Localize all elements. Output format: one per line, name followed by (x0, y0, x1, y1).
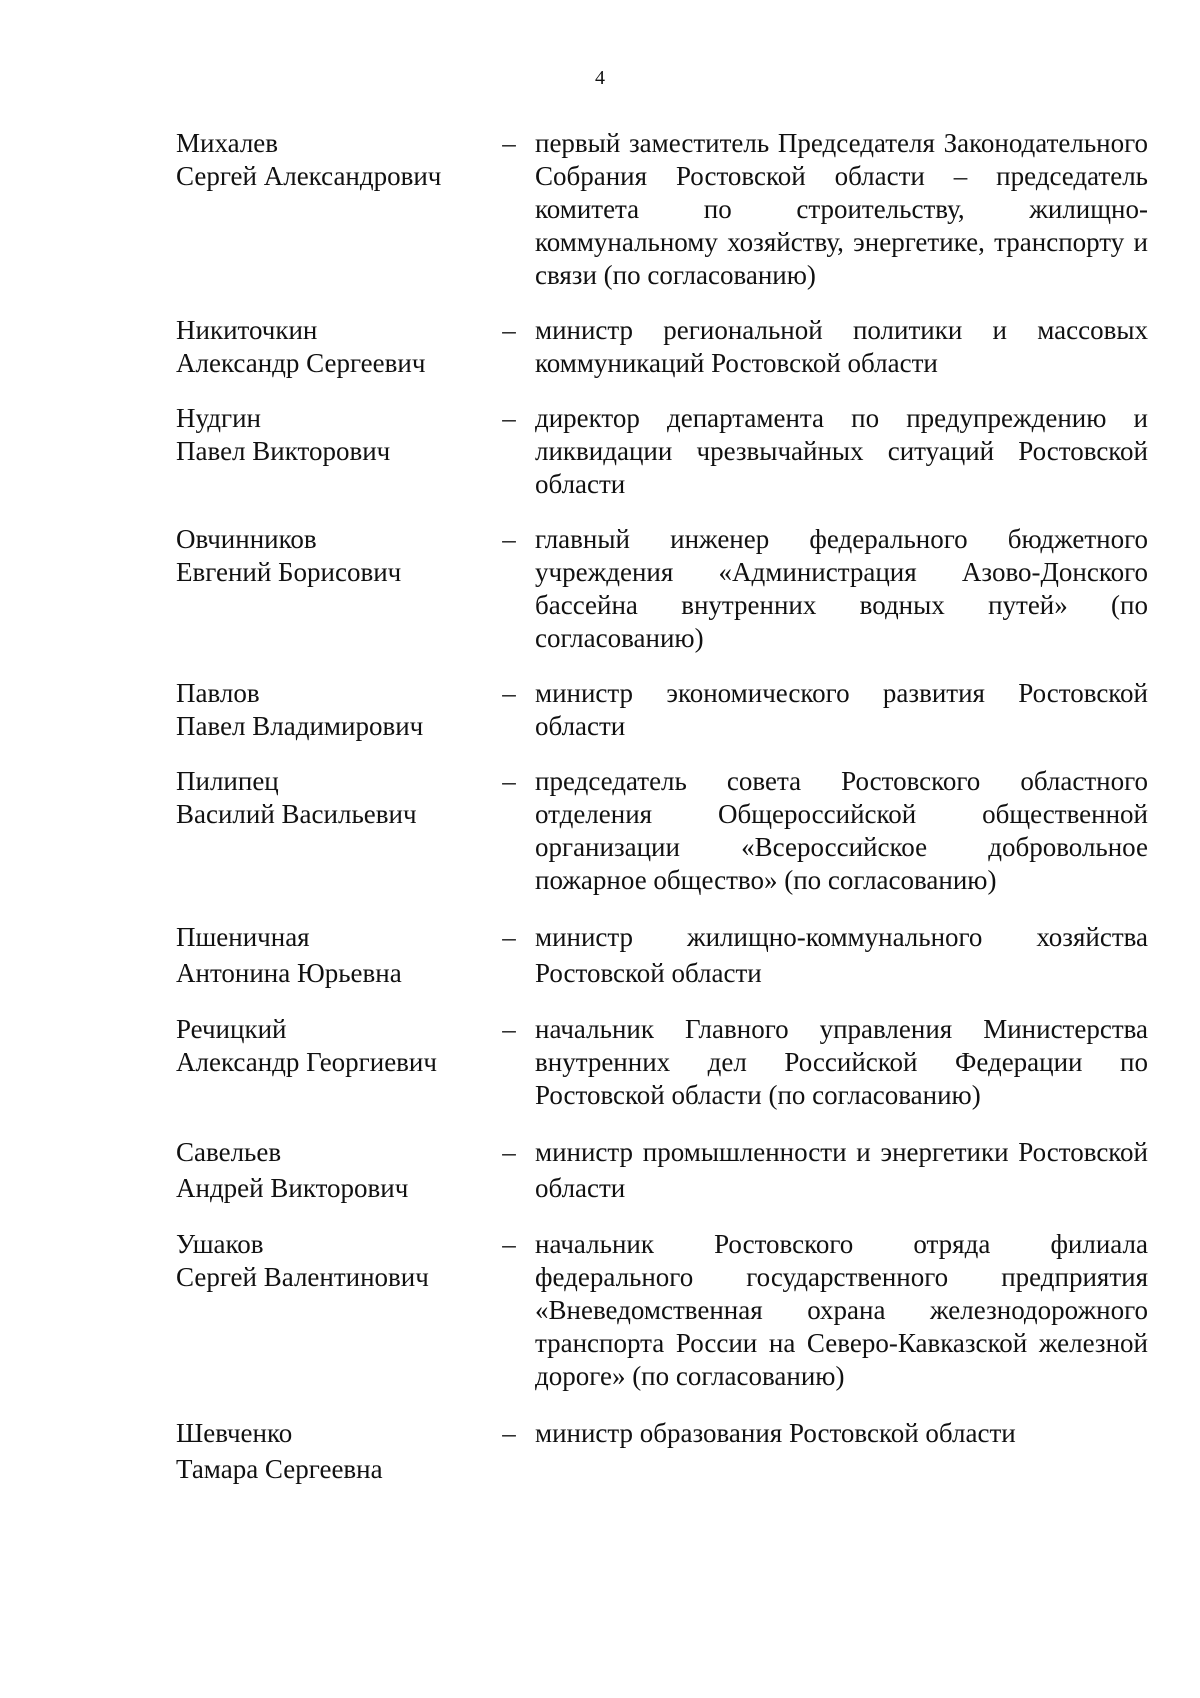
member-entry (0, 1013, 1200, 1112)
member-given-names: Евгений Борисович (176, 557, 402, 587)
member-name (176, 765, 476, 831)
separator-dash: – (502, 524, 516, 554)
member-given-names: Павел Викторович (176, 436, 391, 466)
member-name (176, 402, 476, 468)
member-given-names: Александр Сергеевич (176, 348, 426, 378)
member-surname: Павлов (176, 678, 260, 708)
member-given-names: Павел Владимирович (176, 711, 424, 741)
member-entry (0, 1228, 1200, 1393)
member-position: главный инженер федерального бюджетного учреждения «Администрация Азово-Донского бассейна внутренних водных путей» (по согласованию) (535, 524, 1148, 653)
member-surname: Пилипец (176, 766, 279, 796)
member-entry (0, 127, 1200, 292)
member-given-names: Сергей Александрович (176, 161, 442, 191)
separator-dash: – (502, 766, 516, 796)
member-given-names: Тамара Сергеевна (176, 1454, 383, 1484)
member-name (176, 1013, 476, 1079)
separator-dash: – (502, 922, 516, 952)
separator-dash: – (502, 678, 516, 708)
member-position: министр образования Ростовской области (535, 1418, 1016, 1448)
member-given-names: Сергей Валентинович (176, 1262, 429, 1292)
member-entry (0, 677, 1200, 743)
separator-dash: – (502, 1418, 516, 1448)
separator-dash: – (502, 403, 516, 433)
member-name (176, 1415, 476, 1487)
member-given-names: Василий Васильевич (176, 799, 417, 829)
member-entry (0, 919, 1200, 991)
member-name (176, 314, 476, 380)
separator-dash: – (502, 128, 516, 158)
member-position: министр региональной политики и массовых коммуникаций Ростовской области (535, 315, 1148, 378)
member-name (176, 1228, 476, 1294)
separator-dash: – (502, 315, 516, 345)
member-position: начальник Главного управления Министерства внутренних дел Российской Федерации по Ростовской области (по согласованию) (535, 1014, 1148, 1110)
member-position: председатель совета Ростовского областного отделения Общероссийской общественной организации «Всероссийское добровольное пожарное общество» (по согласованию) (535, 766, 1148, 895)
member-name (176, 919, 476, 991)
member-position: первый заместитель Председателя Законодательного Собрания Ростовской области – председатель комитета по строительству, жилищно-коммунальному хозяйству, энергетике, транспорту и связи (по согласованию) (535, 128, 1148, 290)
member-position: начальник Ростовского отряда филиала федерального государственного предприятия «Вневедомственная охрана железнодорожного транспорта России на Северо-Кавказской железной дороге» (по согласованию) (535, 1229, 1148, 1391)
member-surname: Шевченко (176, 1418, 293, 1448)
member-name (176, 1134, 476, 1206)
member-given-names: Александр Георгиевич (176, 1047, 437, 1077)
member-name (176, 127, 476, 193)
member-position: министр экономического развития Ростовской области (535, 678, 1148, 741)
member-position: министр промышленности и энергетики Ростовской области (535, 1137, 1148, 1203)
member-entry (0, 402, 1200, 501)
member-position: министр жилищно-коммунального хозяйства Ростовской области (535, 922, 1148, 988)
member-entry (0, 1415, 1200, 1484)
member-surname: Ушаков (176, 1229, 264, 1259)
separator-dash: – (502, 1229, 516, 1259)
member-entry (0, 523, 1200, 655)
member-position: директор департамента по предупреждению и ликвидации чрезвычайных ситуаций Ростовской области (535, 403, 1148, 499)
member-surname: Савельев (176, 1137, 282, 1167)
member-given-names: Андрей Викторович (176, 1173, 409, 1203)
member-given-names: Антонина Юрьевна (176, 958, 402, 988)
member-surname: Михалев (176, 128, 279, 158)
member-entry (0, 765, 1200, 897)
member-list (0, 127, 1200, 1484)
member-surname: Никиточкин (176, 315, 318, 345)
member-surname: Нудгин (176, 403, 262, 433)
member-surname: Овчинников (176, 524, 317, 554)
page-number: 4 (595, 67, 605, 89)
member-surname: Пшеничная (176, 922, 310, 952)
member-entry (0, 314, 1200, 380)
member-name (176, 677, 476, 743)
separator-dash: – (502, 1137, 516, 1167)
member-name (176, 523, 476, 589)
member-entry (0, 1134, 1200, 1206)
separator-dash: – (502, 1014, 516, 1044)
member-surname: Речицкий (176, 1014, 287, 1044)
